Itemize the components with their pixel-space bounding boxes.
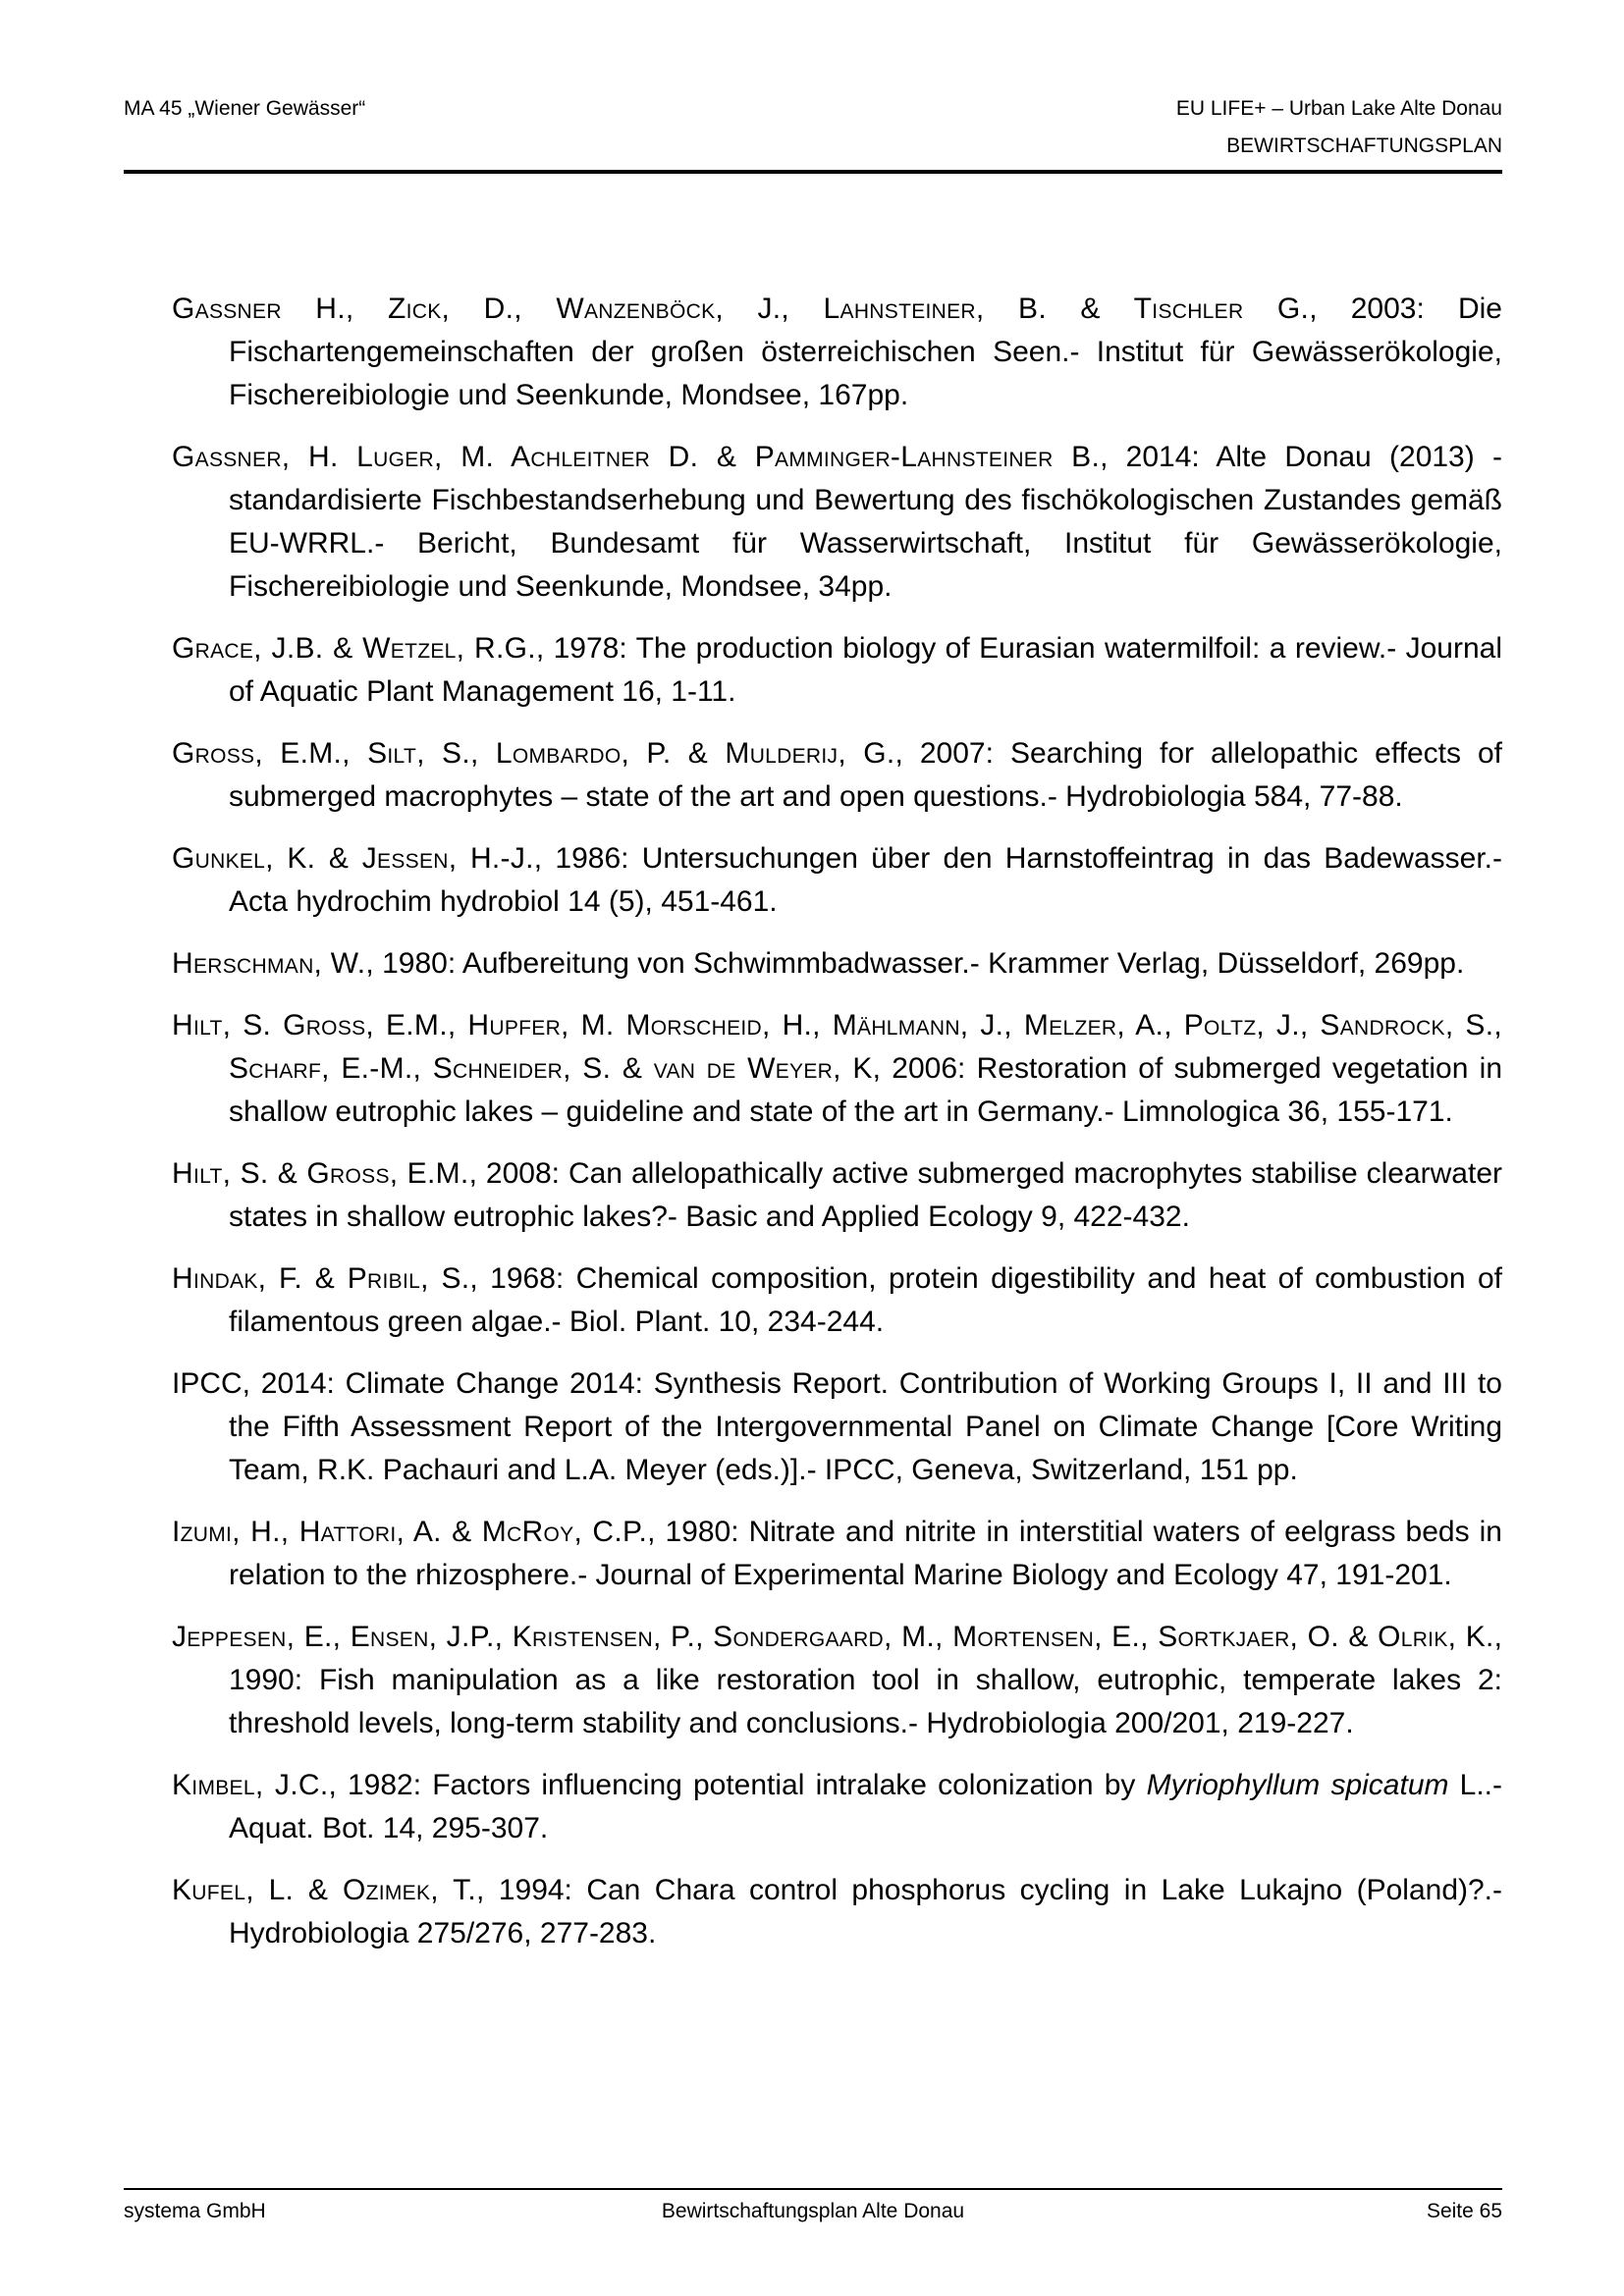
reference-entry — [172, 1257, 1502, 1344]
reference-entry — [172, 288, 1502, 417]
reference-entry — [172, 1511, 1502, 1597]
header-left-text: MA 45 „Wiener Gewässer“ — [124, 97, 366, 120]
reference-text-segment: , 1980: Aufbereitung von Schwimmbadwasser.- Krammer Verlag, Düsseldorf, 269pp. — [365, 947, 1465, 980]
reference-text-segment: Gassner H., Zick, D., Wanzenböck, J., Lahnsteiner, B. & Tischler G. — [172, 293, 1310, 325]
reference-entry — [172, 1616, 1502, 1745]
reference-entry — [172, 942, 1502, 986]
reference-text-segment: , 1990: Fish manipulation as a like restoration tool in shallow, eutrophic, temperate lakes 2: threshold levels, long-term stability and conclusions.- Hydrobiologia 200/201, 219-227. — [229, 1621, 1502, 1739]
reference-text-segment: IPCC, 2014: Climate Change 2014: Synthesis Report. Contribution of Working Groups I, II and III to the Fifth Assessment Report of the Intergovernmental Panel on Climate Change [Core Writing Team, R.K. Pachauri and L.A. Meyer (eds.)].- IPCC, Geneva, Switzerland, 151 pp. — [172, 1367, 1502, 1486]
reference-text-segment: Grace, J.B. & Wetzel, R.G. — [172, 632, 536, 665]
reference-text-segment: , 2003: Die Fischartengemeinschaften der großen österreichischen Seen.- Institut für Gewässerökologie, Fischereibiologie und Seenkunde, Mondsee, 167pp. — [229, 293, 1502, 411]
header-right-subtitle: BEWIRTSCHAFTUNGSPLAN — [1226, 134, 1502, 157]
reference-text-segment: Jeppesen, E., Ensen, J.P., Kristensen, P., Sondergaard, M., Mortensen, E., Sortkjaer, O. & Olrik, K. — [172, 1621, 1494, 1653]
reference-text-segment: , 2006: Restoration of submerged vegetation in shallow eutrophic lakes – guideline and state of the art in Germany.- Limnologica 36, 155-171. — [229, 1052, 1502, 1128]
reference-text-segment: , 1980: Nitrate and nitrite in interstitial waters of eelgrass beds in relation to the rhizosphere.- Journal of Experimental Marine Biology and Ecology 47, 191-201. — [229, 1516, 1502, 1591]
reference-text-segment: , 2008: Can allelopathically active submerged macrophytes stabilise clearwater states in shallow eutrophic lakes?- Basic and Applied Ecology 9, 422-432. — [229, 1157, 1503, 1233]
footer-page-number: Seite 65 — [1426, 2200, 1502, 2222]
footer-document-title: Bewirtschaftungsplan Alte Donau — [661, 2200, 965, 2222]
reference-text-segment: , 1968: Chemical composition, protein digestibility and heat of combustion of filamentous green algae.- Biol. Plant. 10, 234-244. — [229, 1262, 1502, 1338]
page-header — [124, 0, 1502, 174]
reference-entry — [172, 1764, 1502, 1850]
reference-text-segment: , 1994: Can Chara control phosphorus cycling in Lake Lukajno (Poland)?.- Hydrobiologia 275/276, 277-283. — [229, 1874, 1503, 1949]
reference-entry — [172, 436, 1502, 609]
reference-entry — [172, 837, 1502, 924]
reference-entry — [172, 627, 1502, 714]
header-right-title: EU LIFE+ – Urban Lake Alte Donau — [1175, 97, 1502, 120]
references-list — [172, 288, 1502, 1974]
reference-entry — [172, 1004, 1502, 1134]
reference-entry — [172, 1869, 1502, 1955]
footer-company: systema GmbH — [124, 2200, 266, 2222]
reference-text-segment: , 1978: The production biology of Eurasian watermilfoil: a review.- Journal of Aquatic Plant Management 16, 1-11. — [229, 632, 1502, 708]
reference-text-segment: , 1982: Factors influencing potential intralake colonization by — [328, 1769, 1147, 1801]
reference-text-segment: Kufel, L. & Ozimek, T. — [172, 1874, 477, 1906]
reference-text-segment: , 1986: Untersuchungen über den Harnstoffeintrag in das Badewasser.- Acta hydrochim hydrobiol 14 (5), 451-461. — [229, 842, 1503, 918]
header-right-block — [1176, 96, 1502, 171]
reference-entry — [172, 732, 1502, 819]
reference-text-segment: L..- Aquat. Bot. 14, 295-307. — [229, 1769, 1503, 1844]
reference-entry — [172, 1362, 1502, 1492]
reference-text-segment: Hilt, S. & Gross, E.M. — [172, 1157, 469, 1190]
reference-text-segment: Gross, E.M., Silt, S., Lombardo, P. & Mulderij, G. — [172, 737, 895, 770]
reference-text-segment: , 2007: Searching for allelopathic effects of submerged macrophytes – state of the art and open questions.- Hydrobiologia 584, 77-88. — [229, 737, 1502, 813]
reference-entry — [172, 1152, 1502, 1239]
reference-text-segment: Gassner, H. Luger, M. Achleitner D. & Pamminger-Lahnsteiner B. — [172, 441, 1101, 473]
reference-text-segment: Izumi, H., Hattori, A. & McRoy, C.P. — [172, 1516, 648, 1548]
reference-text-segment: , 2014: Alte Donau (2013) - standardisierte Fischbestandserhebung und Bewertung des fischökologischen Zustandes gemäß EU-WRRL.- Bericht, Bundesamt für Wasserwirtschaft, Institut für Gewässerökologie, Fischereibiologie und Seenkunde, Mondsee, 34pp. — [229, 441, 1502, 603]
reference-text-segment: Gunkel, K. & Jessen, H.-J. — [172, 842, 534, 875]
reference-text-segment: Hilt, S. Gross, E.M., Hupfer, M. Morscheid, H., Mählmann, J., Melzer, A., Poltz, J., Sandrock, S., Scharf, E.-M., Schneider, S. & van de Weyer, K — [172, 1009, 1502, 1085]
reference-text-segment: Hindak, F. & Pribil, S. — [172, 1262, 470, 1295]
reference-text-segment: Myriophyllum spicatum — [1146, 1769, 1449, 1801]
reference-text-segment: Herschman, W. — [172, 947, 366, 980]
page-footer — [124, 2188, 1502, 2223]
reference-text-segment: Kimbel, J.C. — [172, 1769, 329, 1801]
